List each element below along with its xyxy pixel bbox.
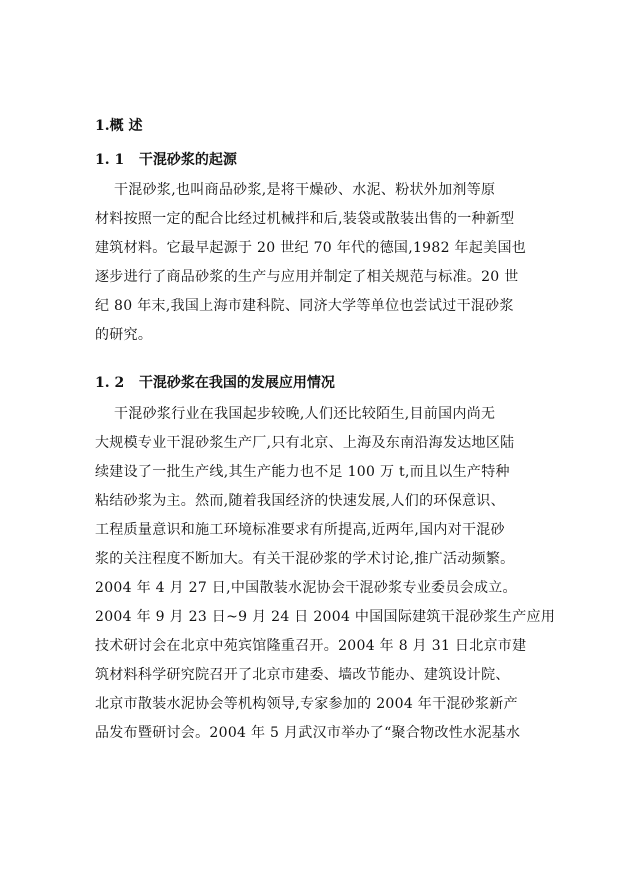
paragraph-line: 粘结砂浆为主。然而,随着我国经济的快速发展,人们的环保意识、 — [95, 493, 505, 509]
paragraph-line: 浆的关注程度不断加大。有关干混砂浆的学术讨论,推广活动频繁。 — [95, 551, 515, 567]
paragraph-line: 品发布暨研讨会。2004 年 5 月武汉市举办了“聚合物改性水泥基水 — [95, 725, 521, 741]
paragraph-line: 北京市散装水泥协会等机构领导,专家参加的 2004 年干混砂浆新产 — [95, 696, 518, 712]
paragraph-line: 2004 年 9 月 23 日~9 月 24 日 2004 中国国际建筑干混砂浆生产应用 — [95, 609, 556, 625]
paragraph-line: 2004 年 4 月 27 日,中国散装水泥协会干混砂浆专业委员会成立。 — [95, 580, 517, 596]
paragraph-line: 技术研讨会在北京中苑宾馆隆重召开。2004 年 8 月 31 日北京市建 — [95, 638, 527, 654]
paragraph-development — [95, 400, 556, 748]
paragraph-line: 干混砂浆行业在我国起步较晚,人们还比较陌生,目前国内尚无 — [95, 406, 496, 422]
paragraph-line: 干混砂浆,也叫商品砂浆,是将干燥砂、水泥、粉状外加剂等原 — [95, 182, 496, 198]
paragraph-line: 工程质量意识和施工环境标准要求有所提高,近两年,国内对干混砂 — [95, 522, 505, 538]
paragraph-line: 大规模专业干混砂浆生产厂,只有北京、上海及东南沿海发达地区陆 — [95, 435, 515, 451]
paragraph-line: 筑材料科学研究院召开了北京市建委、墙改节能办、建筑设计院、 — [95, 667, 510, 683]
paragraph-line: 的研究。 — [95, 327, 153, 343]
paragraph-line: 纪 80 年末,我国上海市建科院、同济大学等单位也尝试过干混砂浆 — [95, 298, 514, 314]
paragraph-line: 建筑材料。它最早起源于 20 世纪 70 年代的德国,1982 年起美国也 — [95, 240, 527, 256]
section-heading-origin: 1. 1 干混砂浆的起源 — [95, 152, 237, 168]
paragraph-line: 逐步进行了商品砂浆的生产与应用并制定了相关规范与标准。20 世 — [95, 269, 519, 285]
paragraph-origin — [95, 176, 525, 350]
section-heading-overview: 1.概 述 — [95, 118, 143, 134]
paragraph-line: 材料按照一定的配合比经过机械拌和后,装袋或散装出售的一种新型 — [95, 211, 515, 227]
paragraph-line: 续建设了一批生产线,其生产能力也不足 100 万 t,而且以生产特种 — [95, 464, 510, 480]
section-heading-development: 1. 2 干混砂浆在我国的发展应用情况 — [95, 375, 335, 391]
